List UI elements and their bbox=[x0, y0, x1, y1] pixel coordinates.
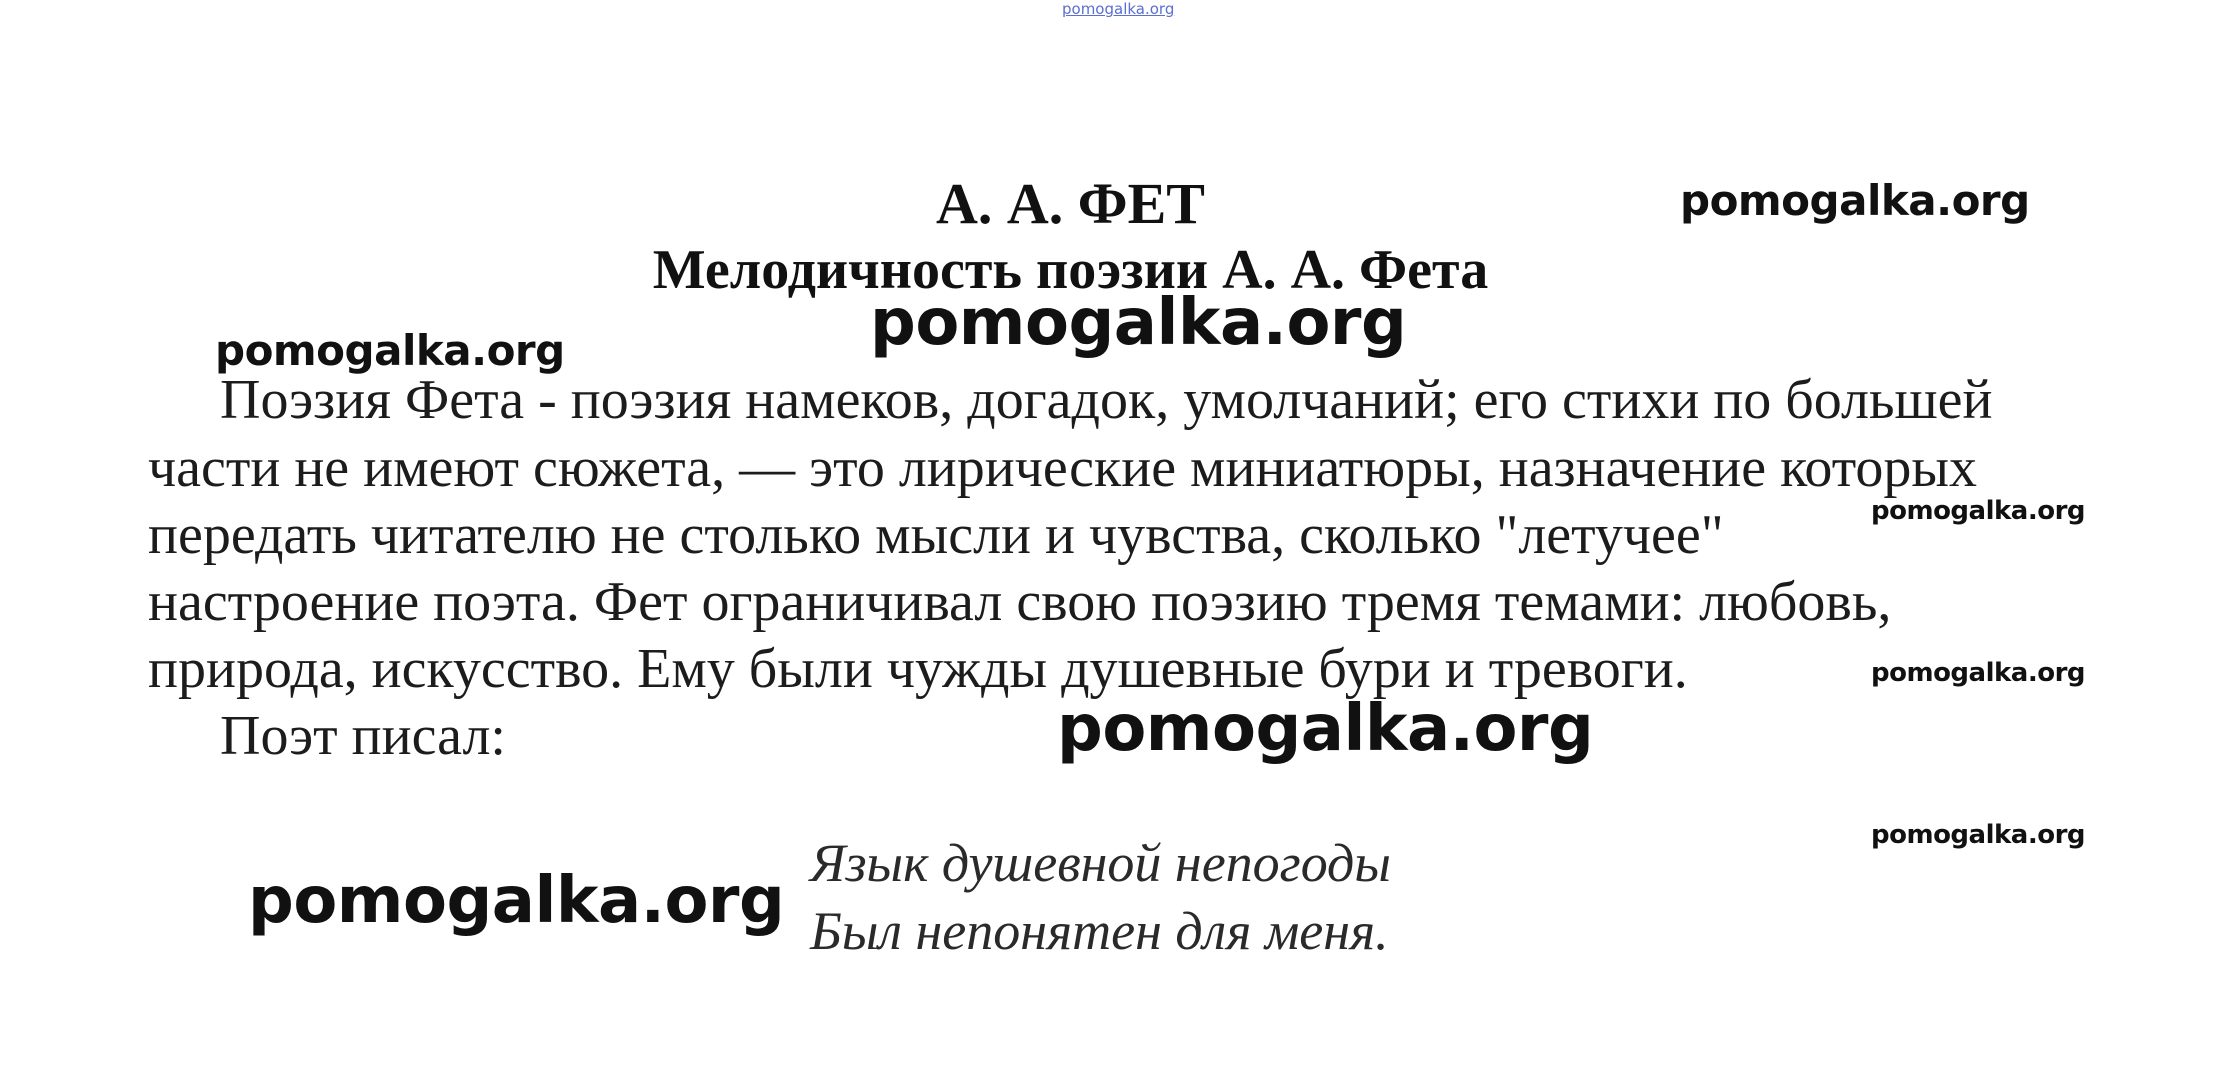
paragraph-line-5: природа, искусство. Ему были чужды душевные бури и тревоги. bbox=[148, 638, 1688, 700]
watermark-right-para-2: pomogalka.org bbox=[1871, 658, 2086, 688]
watermark-left-verse: pomogalka.org bbox=[248, 864, 785, 938]
verse-line-2: Был непонятен для меня. bbox=[810, 901, 1389, 961]
section-subtitle: Мелодичность поэзии А. А. Фета bbox=[652, 239, 1489, 301]
paragraph-line-2: части не имеют сюжета, — это лирические миниатюры, назначение которых bbox=[148, 437, 1978, 499]
paragraph-line-4: настроение поэта. Фет ограничивал свою поэзию тремя темами: любовь, bbox=[148, 571, 1892, 633]
top-watermark-link[interactable]: pomogalka.org bbox=[1062, 0, 1175, 18]
verse-line-1: Язык душевной непогоды bbox=[810, 833, 1391, 893]
watermark-left-title: pomogalka.org bbox=[215, 326, 565, 375]
watermark-right-para-1: pomogalka.org bbox=[1871, 496, 2086, 526]
paragraph-intro: Поэт писал: bbox=[220, 705, 506, 767]
watermark-right-verse: pomogalka.org bbox=[1871, 820, 2086, 850]
watermark-center-title: pomogalka.org bbox=[870, 286, 1407, 360]
author-heading: А. А. ФЕТ bbox=[936, 171, 1205, 236]
watermark-center-para: pomogalka.org bbox=[1057, 692, 1594, 766]
watermark-right-header: pomogalka.org bbox=[1680, 176, 2030, 225]
paragraph-line-1: Поэзия Фета - поэзия намеков, догадок, умолчаний; его стихи по большей bbox=[220, 369, 1993, 431]
paragraph-line-3: передать читателю не столько мысли и чувства, сколько "летучее" bbox=[148, 504, 1724, 566]
